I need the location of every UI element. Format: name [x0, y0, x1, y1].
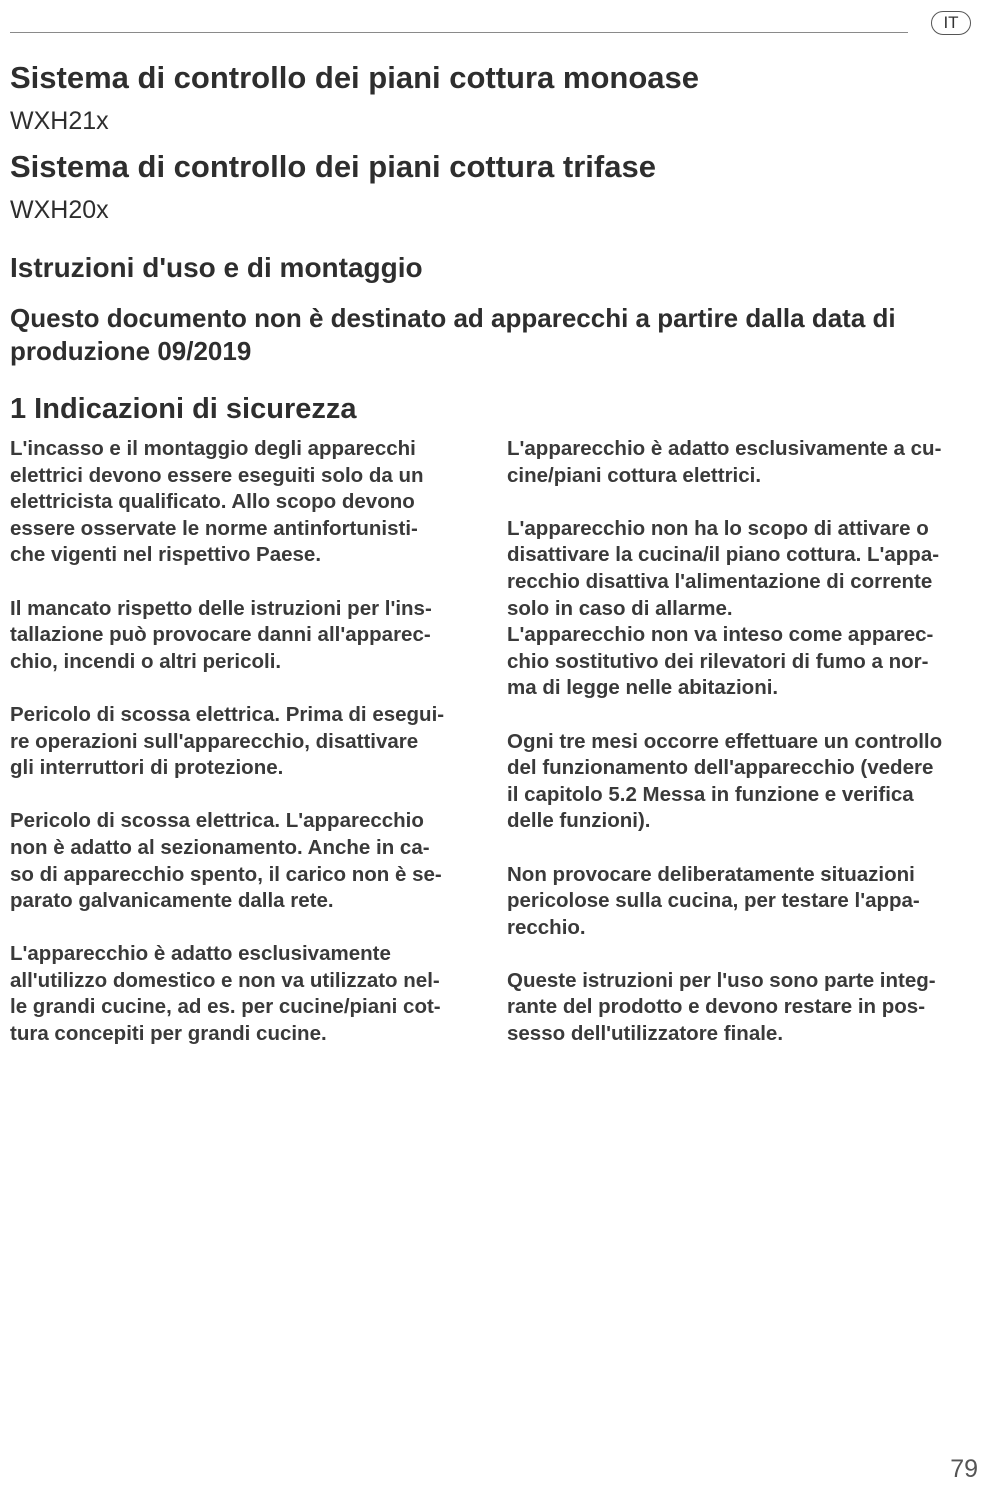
header-rule: [10, 32, 908, 33]
safety-paragraph: Pericolo di scossa elettrica. L'apparecchio non è adatto al sezionamento. Anche in ca- so di apparecchio spento, il carico non è se- parato galvanicamente dalla rete.: [10, 809, 442, 913]
language-badge: IT: [931, 11, 971, 35]
right-column: [507, 436, 985, 1048]
model-three-phase: WXH20x: [10, 196, 109, 224]
model-single-phase: WXH21x: [10, 107, 109, 135]
safety-paragraph: L'apparecchio è adatto esclusivamente a cu- cine/piani cottura elettrici.: [507, 437, 942, 487]
safety-paragraph: Il mancato rispetto delle istruzioni per l'ins- tallazione può provocare danni all'apparec- chio, incendi o altri pericoli.: [10, 596, 432, 673]
safety-paragraph: L'apparecchio non va inteso come apparec- chio sostitutivo dei rilevatori di fumo a nor- ma di legge nelle abitazioni.: [507, 623, 934, 700]
section-title: 1 Indicazioni di sicurezza: [10, 393, 357, 425]
safety-paragraph: Non provocare deliberatamente situazioni pericolose sulla cucina, per testare l'appa- recchio.: [507, 862, 920, 939]
safety-paragraph: L'apparecchio non ha lo scopo di attivare o disattivare la cucina/il piano cottura. L'appa- recchio disattiva l'alimentazione di corrente solo in caso di allarme.: [507, 516, 940, 620]
title-three-phase: Sistema di controllo dei piani cottura trifase: [10, 149, 656, 184]
safety-paragraph: Pericolo di scossa elettrica. Prima di esegui- re operazioni sull'apparecchio, disattivare gli interruttori di protezione.: [10, 702, 445, 780]
production-date-notice: Questo documento non è destinato ad apparecchi a partire dalla data di produzione 09/2019: [10, 303, 896, 366]
safety-paragraph: L'incasso e il montaggio degli apparecchi elettrici devono essere eseguiti solo da un elettricista qualificato. Allo scopo devono essere osservate le norme antinfortunisti- che vigenti nel rispettivo Paese.: [10, 437, 424, 567]
page-number: 79: [950, 1455, 978, 1483]
safety-paragraph: Queste istruzioni per l'uso sono parte integ- rante del prodotto e devono restare in pos- sesso dell'utilizzatore finale.: [507, 968, 936, 1046]
safety-paragraph: L'apparecchio è adatto esclusivamente all'utilizzo domestico e non va utilizzato nel- le grandi cucine, ad es. per cucine/piani cot- tura concepiti per grandi cucine.: [10, 942, 441, 1046]
title-single-phase: Sistema di controllo dei piani cottura monoase: [10, 60, 700, 95]
document-subtitle: Istruzioni d'uso e di montaggio: [10, 252, 423, 283]
left-column: [10, 436, 488, 1048]
safety-paragraph: Ogni tre mesi occorre effettuare un controllo del funzionamento dell'apparecchio (vedere il capitolo 5.2 Messa in funzione e verifica delle funzioni).: [507, 729, 943, 833]
